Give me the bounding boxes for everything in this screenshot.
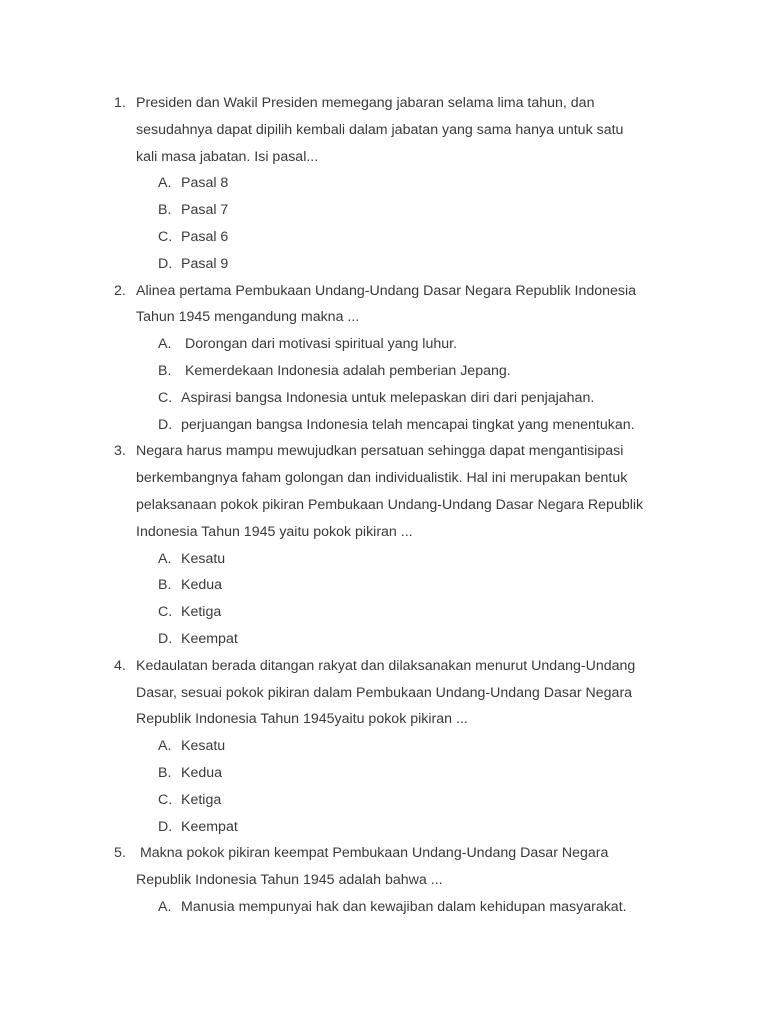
question-line bbox=[0, 840, 768, 867]
option-text: Keempat bbox=[181, 818, 238, 835]
option-text: Kedua bbox=[181, 577, 223, 594]
option-text: Kedua bbox=[181, 764, 223, 781]
option-text: Pasal 9 bbox=[181, 255, 229, 272]
question-text: sesudahnya dapat dipilih kembali dalam jabatan yang sama hanya untuk satu bbox=[136, 121, 624, 138]
option-letter: A. bbox=[158, 336, 172, 353]
option-a bbox=[0, 733, 768, 760]
question-3 bbox=[0, 438, 768, 652]
option-text: Kesatu bbox=[181, 738, 226, 755]
question-text: Makna pokok pikiran keempat Pembukaan Undang-Undang Dasar Negara bbox=[136, 845, 609, 862]
question-text: Tahun 1945 mengandung makna ... bbox=[136, 309, 360, 326]
question-line bbox=[0, 653, 768, 680]
option-b bbox=[0, 197, 768, 224]
option-text: Pasal 7 bbox=[181, 202, 229, 219]
question-line bbox=[0, 465, 768, 492]
question-number: 4. bbox=[114, 657, 126, 674]
option-text: Keempat bbox=[181, 630, 238, 647]
option-letter: C. bbox=[158, 791, 173, 808]
question-text: berkembangnya faham golongan dan individualistik. Hal ini merupakan bentuk bbox=[136, 470, 628, 487]
option-text: Pasal 6 bbox=[181, 228, 229, 245]
question-text: Indonesia Tahun 1945 yaitu pokok pikiran ... bbox=[136, 523, 413, 540]
question-1 bbox=[0, 90, 768, 278]
option-text: Pasal 8 bbox=[181, 175, 229, 192]
option-letter: C. bbox=[158, 604, 173, 621]
option-text: Ketiga bbox=[181, 604, 222, 621]
option-letter: A. bbox=[158, 175, 172, 192]
option-a bbox=[0, 331, 768, 358]
question-line bbox=[0, 867, 768, 894]
option-text: Kesatu bbox=[181, 550, 226, 567]
option-b bbox=[0, 572, 768, 599]
option-text: Kemerdekaan Indonesia adalah pemberian Jepang. bbox=[181, 362, 511, 379]
option-letter: A. bbox=[158, 738, 172, 755]
option-letter: D. bbox=[158, 255, 173, 272]
question-line bbox=[0, 680, 768, 707]
question-text: Republik Indonesia Tahun 1945yaitu pokok pikiran ... bbox=[136, 711, 468, 728]
question-line bbox=[0, 117, 768, 144]
question-number: 1. bbox=[114, 95, 126, 111]
question-line bbox=[0, 438, 768, 465]
option-c bbox=[0, 599, 768, 626]
question-text: Dasar, sesuai pokok pikiran dalam Pembukaan Undang-Undang Dasar Negara bbox=[136, 684, 633, 701]
question-line bbox=[0, 492, 768, 519]
question-text: Alinea pertama Pembukaan Undang-Undang Dasar Negara Republik Indonesia bbox=[136, 282, 637, 299]
question-text: pelaksanaan pokok pikiran Pembukaan Undang-Undang Dasar Negara Republik bbox=[136, 496, 644, 513]
question-line bbox=[0, 278, 768, 305]
question-text: kali masa jabatan. Isi pasal... bbox=[136, 148, 319, 165]
option-b bbox=[0, 358, 768, 385]
option-text: Ketiga bbox=[181, 791, 222, 808]
option-text: perjuangan bangsa Indonesia telah mencapai tingkat yang menentukan. bbox=[181, 416, 635, 433]
question-text: Negara harus mampu mewujudkan persatuan sehingga dapat mengantisipasi bbox=[136, 443, 624, 460]
option-letter: A. bbox=[158, 898, 172, 915]
option-letter: B. bbox=[158, 202, 172, 219]
question-line bbox=[0, 144, 768, 171]
option-letter: D. bbox=[158, 416, 173, 433]
option-text: Aspirasi bangsa Indonesia untuk melepaskan diri dari penjajahan. bbox=[181, 389, 595, 406]
question-text: Republik Indonesia Tahun 1945 adalah bahwa ... bbox=[136, 872, 443, 889]
question-5 bbox=[0, 840, 768, 920]
option-text: Manusia mempunyai hak dan kewajiban dalam kehidupan masyarakat. bbox=[181, 898, 627, 915]
document-page bbox=[0, 90, 768, 921]
option-c bbox=[0, 385, 768, 412]
option-letter: B. bbox=[158, 577, 172, 594]
question-text: Kedaulatan berada ditangan rakyat dan dilaksanakan menurut Undang-Undang bbox=[136, 657, 636, 674]
question-line bbox=[0, 519, 768, 546]
question-line bbox=[0, 706, 768, 733]
question-2 bbox=[0, 278, 768, 439]
option-letter: D. bbox=[158, 818, 173, 835]
question-line bbox=[0, 90, 768, 117]
option-c bbox=[0, 787, 768, 814]
option-a bbox=[0, 170, 768, 197]
option-c bbox=[0, 224, 768, 251]
option-letter: B. bbox=[158, 362, 172, 379]
option-b bbox=[0, 760, 768, 787]
option-letter: C. bbox=[158, 228, 173, 245]
option-text: Dorongan dari motivasi spiritual yang luhur. bbox=[181, 336, 458, 353]
question-text: Presiden dan Wakil Presiden memegang jabaran selama lima tahun, dan bbox=[136, 95, 595, 111]
option-d bbox=[0, 626, 768, 653]
option-d bbox=[0, 814, 768, 841]
question-4 bbox=[0, 653, 768, 841]
option-a bbox=[0, 546, 768, 573]
option-letter: A. bbox=[158, 550, 172, 567]
option-letter: C. bbox=[158, 389, 173, 406]
option-d bbox=[0, 412, 768, 439]
option-letter: B. bbox=[158, 764, 172, 781]
option-a bbox=[0, 894, 768, 921]
question-number: 5. bbox=[114, 845, 126, 862]
question-number: 3. bbox=[114, 443, 126, 460]
question-number: 2. bbox=[114, 282, 126, 299]
option-letter: D. bbox=[158, 630, 173, 647]
question-line bbox=[0, 304, 768, 331]
option-d bbox=[0, 251, 768, 278]
